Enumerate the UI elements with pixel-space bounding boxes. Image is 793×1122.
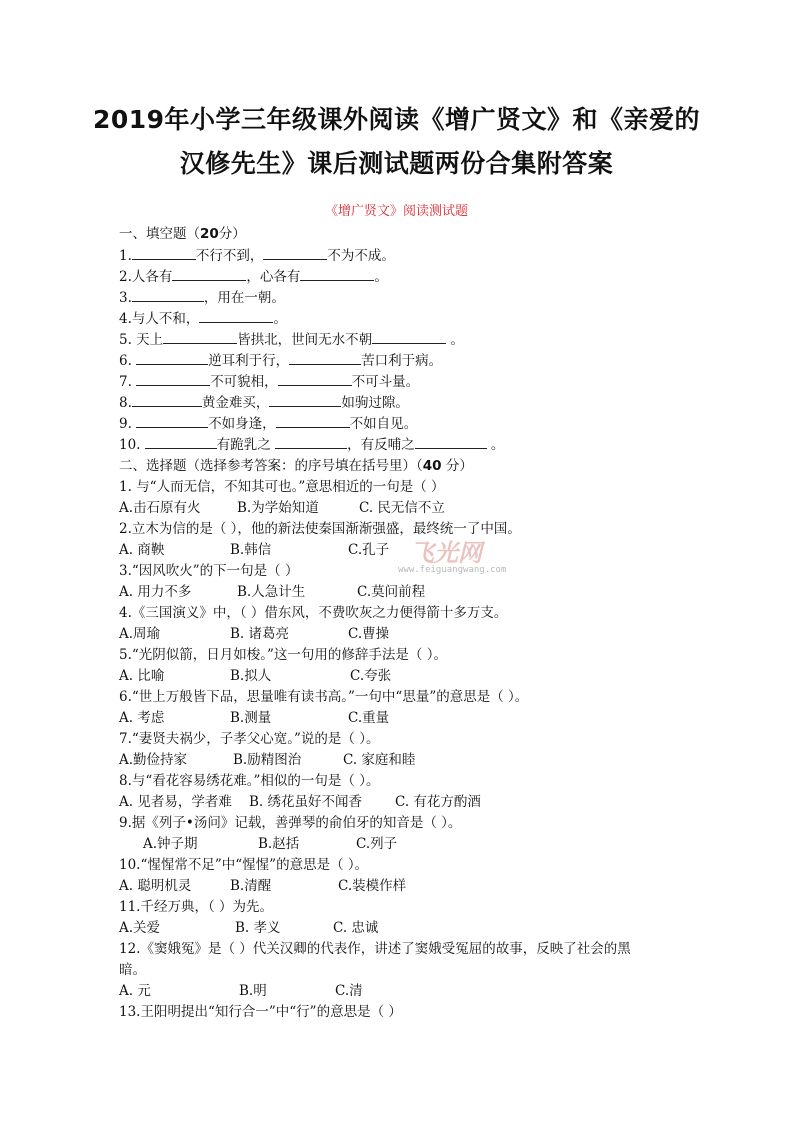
section-subtitle: 《增广贤文》阅读测试题 xyxy=(324,204,468,219)
fill-item-7: 7. 不可貌相， 不可斗量。 xyxy=(119,370,419,390)
answer-blank[interactable] xyxy=(132,245,196,260)
option-b[interactable]: B. 绣花虽好不闻香 xyxy=(249,794,363,810)
option-c[interactable]: C.曹操 xyxy=(348,626,390,642)
question-8: 8.与“看花容易绣花难。”相似的一句是（ ）。 xyxy=(119,773,380,789)
question-3-options xyxy=(119,580,425,600)
fill-item-6: 6. 逆耳利于行， 苦口利于病。 xyxy=(119,349,442,369)
answer-blank[interactable] xyxy=(372,329,446,344)
answer-blank[interactable] xyxy=(263,245,327,260)
question-10: 10.“惺惺常不足”中“惺惺”的意思是（ ）。 xyxy=(119,857,369,873)
answer-blank[interactable] xyxy=(172,266,246,281)
answer-blank[interactable] xyxy=(415,434,487,449)
option-b[interactable]: B. 诸葛亮 xyxy=(230,626,290,642)
fill-item-10: 10. 有跪乳之 ，有反哺之 。 xyxy=(119,433,504,453)
option-c[interactable]: C. 忠诚 xyxy=(333,920,379,936)
answer-blank[interactable] xyxy=(145,434,217,449)
question-9: 9.据《列子•汤问》记载，善弹琴的俞伯牙的知音是（ ）。 xyxy=(119,815,462,831)
watermark-logo: 飞光网 xyxy=(410,539,482,567)
question-2: 2.立木为信的是（ ），他的新法使秦国渐渐强盛，最终统一了中国。 xyxy=(119,521,521,537)
question-1-options xyxy=(119,496,445,516)
question-6: 6.“世上万般皆下品，思量唯有读书高。”一句中“思量”的意思是（ ）。 xyxy=(119,689,529,705)
question-3: 3.“因风吹火”的下一句是（ ） xyxy=(119,563,299,579)
fill-item-9: 9. 不如身逢， 不如自见。 xyxy=(119,412,417,432)
option-a[interactable]: A. 元 xyxy=(119,983,151,999)
option-b[interactable]: B. 孝义 xyxy=(235,920,281,936)
answer-blank[interactable] xyxy=(289,350,361,365)
option-b[interactable]: B.为学始知道 xyxy=(237,500,319,516)
answer-blank[interactable] xyxy=(300,266,374,281)
option-a[interactable]: A.击石原有火 xyxy=(119,500,201,516)
answer-blank[interactable] xyxy=(132,392,202,407)
option-c[interactable]: C. 有花方酌酒 xyxy=(395,794,481,810)
fill-item-1: 1. 不行不到， 不为不成。 xyxy=(119,244,395,264)
option-c[interactable]: C. 民无信不立 xyxy=(359,500,445,516)
option-a[interactable]: A. 比喻 xyxy=(119,668,165,684)
option-a[interactable]: A.关爱 xyxy=(119,920,161,936)
option-a[interactable]: A. 考虑 xyxy=(119,710,165,726)
option-c[interactable]: C.莫问前程 xyxy=(357,584,426,600)
option-b[interactable]: B.拟人 xyxy=(230,668,272,684)
fill-item-2: 2.人各有 ，心各有 。 xyxy=(119,265,388,285)
option-b[interactable]: B.人急计生 xyxy=(237,584,306,600)
question-12: 12.《窦娥冤》是（ ）代关汉卿的代表作，讲述了窦娥受冤屈的故事，反映了社会的黑 xyxy=(119,941,631,957)
question-4: 4.《三国演义》中，（ ）借东风，不费吹灰之力便得箭十多万支。 xyxy=(119,605,508,621)
fill-item-5: 5. 天上 皆拱北，世间无水不朝 。 xyxy=(119,328,464,348)
question-11-options xyxy=(119,916,378,936)
answer-blank[interactable] xyxy=(132,287,204,302)
option-c[interactable]: C.装模作样 xyxy=(338,878,407,894)
answer-blank[interactable] xyxy=(136,413,208,428)
question-4-options xyxy=(119,622,389,642)
fill-item-8: 8. 黄金难买， 如驹过隙。 xyxy=(119,391,409,411)
answer-blank[interactable] xyxy=(269,392,341,407)
option-c[interactable]: C. 家庭和睦 xyxy=(343,752,416,768)
question-5-options xyxy=(119,664,391,684)
question-11: 11.千经万典，（ ）为先。 xyxy=(119,899,274,915)
question-6-options xyxy=(119,706,389,726)
option-b[interactable]: B.明 xyxy=(239,983,267,999)
question-9-options xyxy=(143,832,397,852)
answer-blank[interactable] xyxy=(136,371,210,386)
question-8-options xyxy=(119,790,481,810)
option-c[interactable]: C.清 xyxy=(335,983,363,999)
option-a[interactable]: A. 商鞅 xyxy=(119,542,165,558)
option-c[interactable]: C.重量 xyxy=(348,710,390,726)
option-a[interactable]: A. 见者易，学者难 xyxy=(119,794,232,810)
fill-item-4: 4.与人不和， 。 xyxy=(119,307,287,327)
answer-blank[interactable] xyxy=(163,329,237,344)
document-title-line2: 汉修先生》课后测试题两份合集附答案 xyxy=(179,149,614,178)
answer-blank[interactable] xyxy=(276,413,350,428)
option-b[interactable]: B.清醒 xyxy=(230,878,272,894)
section1-heading: 一、填空题（20分） xyxy=(119,226,246,242)
option-b[interactable]: B.励精图治 xyxy=(233,752,302,768)
option-a[interactable]: A.周瑜 xyxy=(119,626,161,642)
question-7-options xyxy=(119,748,415,768)
option-a[interactable]: A.勤俭持家 xyxy=(119,752,188,768)
option-a[interactable]: A. 用力不多 xyxy=(119,584,192,600)
document-title-line1: 2019年小学三年级课外阅读《增广贤文》和《亲爱的 xyxy=(92,105,701,134)
question-12-continued: 暗。 xyxy=(119,962,146,978)
question-5: 5.“光阴似箭，日月如梭。”这一句用的修辞手法是（ ）。 xyxy=(119,647,447,663)
fill-item-3: 3. ，用在一朝。 xyxy=(119,286,285,306)
option-b[interactable]: B.测量 xyxy=(230,710,272,726)
option-c[interactable]: C.孔子 xyxy=(348,542,390,558)
option-b[interactable]: B.赵括 xyxy=(258,836,300,852)
option-b[interactable]: B.韩信 xyxy=(230,542,272,558)
question-2-options xyxy=(119,538,389,558)
option-a[interactable]: A. 聪明机灵 xyxy=(119,878,192,894)
section2-heading: 二、选择题（选择参考答案：的序号填在括号里）（40 分） xyxy=(119,458,473,474)
option-c[interactable]: C.列子 xyxy=(356,836,398,852)
question-1: 1. 与“人而无信，不知其可也。”意思相近的一句是（ ） xyxy=(119,479,445,495)
question-7: 7.“妻贤夫祸少，子孝父心宽。”说的是（ ）。 xyxy=(119,731,380,747)
option-a[interactable]: A.钟子期 xyxy=(143,836,198,852)
answer-blank[interactable] xyxy=(278,371,352,386)
answer-blank[interactable] xyxy=(199,308,273,323)
question-13: 13.王阳明提出“知行合一”中“行”的意思是（ ） xyxy=(119,1004,402,1020)
answer-blank[interactable] xyxy=(275,434,347,449)
option-c[interactable]: C.夸张 xyxy=(350,668,392,684)
watermark-url: www.feiguangwang.com xyxy=(398,565,507,575)
answer-blank[interactable] xyxy=(136,350,208,365)
question-12-options xyxy=(119,979,363,999)
question-10-options xyxy=(119,874,406,894)
